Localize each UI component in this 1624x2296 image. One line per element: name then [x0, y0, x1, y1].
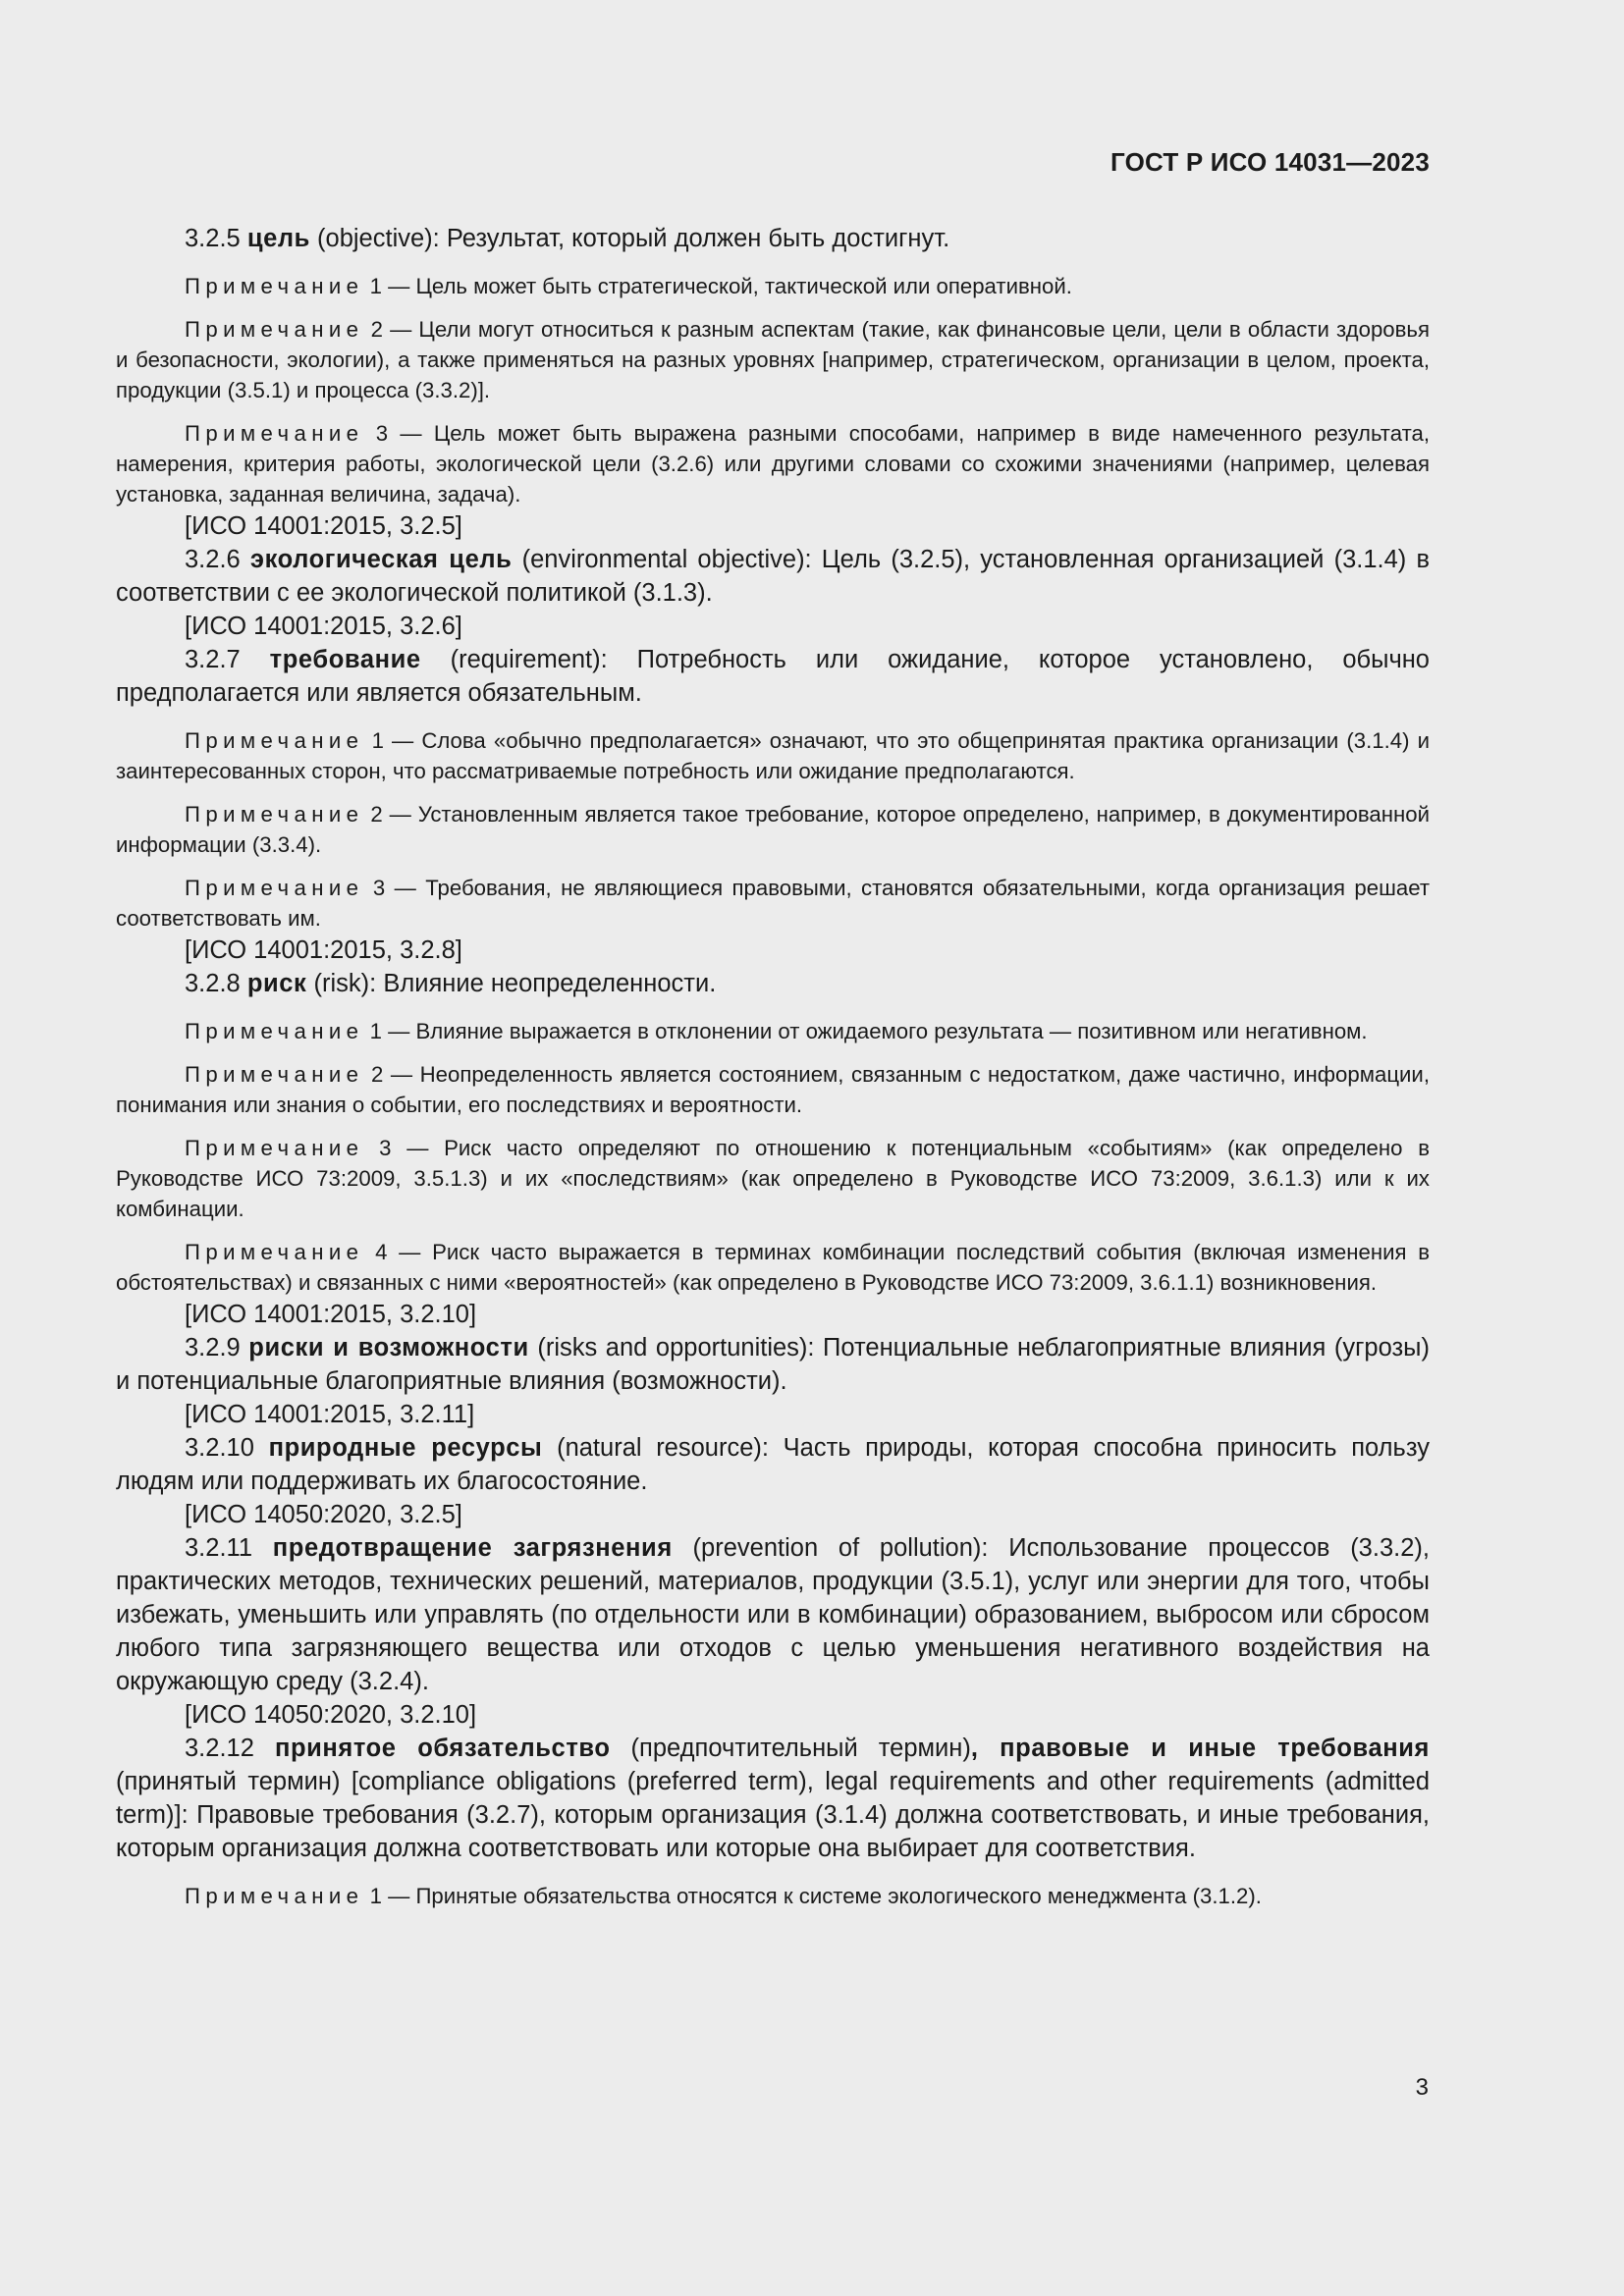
note-label: Примечание	[185, 728, 364, 753]
note-item: Примечание 1 — Принятые обязательства относятся к системе экологического менеджмента (3.1.2).	[185, 1884, 1262, 1908]
note-item: Примечание 3 — Цель может быть выражена разными способами, например в виде намеченного результата, намерения, критерия работы, экологической цели (3.2.6) или другими словами со схожими значениями (например, целевая установка, заданная величина, задача).	[116, 421, 1430, 507]
note-item: Примечание 1 — Влияние выражается в отклонении от ожидаемого результата — позитивном или негативном.	[185, 1019, 1368, 1043]
note-label: Примечание	[185, 1136, 364, 1160]
term-name: принятое обязательство	[274, 1735, 611, 1762]
note-item: Примечание 2 — Неопределенность является состоянием, связанным с недостатком, даже частично, информации, понимания или знания о событии, его последствиях и вероятности.	[116, 1062, 1430, 1117]
source-reference: [ИСО 14050:2020, 3.2.5]	[185, 1501, 462, 1528]
source-reference: [ИСО 14001:2015, 3.2.8]	[185, 936, 462, 964]
source-reference: [ИСО 14001:2015, 3.2.10]	[185, 1301, 477, 1328]
note-label: Примечание	[185, 421, 364, 446]
term-entry-3-2-5: 3.2.5 цель (objective): Результат, который должен быть достигнут.	[185, 225, 950, 252]
note-label: Примечание	[185, 1019, 364, 1043]
term-entry-3-2-11: 3.2.11 предотвращение загрязнения (prevention of pollution): Использование процессов (3.3.2), практических методов, технических решений, материалов, продукции (3.5.1), услуг или энергии для того, чтобы избежать, уменьшить или управлять (по отдельности или в комбинации) образованием, выбросом или сбросом любого типа загрязняющего вещества или отходов с целью уменьшения негативного воздействия на окружающую среду (3.2.4).	[116, 1534, 1430, 1695]
note-label: Примечание	[185, 1240, 364, 1264]
document-header-id: ГОСТ Р ИСО 14031—2023	[1110, 147, 1430, 177]
source-reference: [ИСО 14001:2015, 3.2.11]	[185, 1401, 475, 1428]
term-name: риск	[246, 970, 307, 997]
note-label: Примечание	[185, 876, 364, 900]
note-item: Примечание 1 — Цель может быть стратегической, тактической или оперативной.	[185, 274, 1072, 298]
note-item: Примечание 3 — Риск часто определяют по отношению к потенциальным «событиям» (как определено в Руководстве ИСО 73:2009, 3.5.1.3) и их «последствиям» (как определено в Руководстве ИСО 73:2009, 3.6.1.3) или к их комбинации.	[116, 1136, 1430, 1221]
term-entry-3-2-8: 3.2.8 риск (risk): Влияние неопределенности.	[185, 970, 717, 997]
term-entry-3-2-7: 3.2.7 требование (requirement): Потребность или ожидание, которое установлено, обычно предполагается или является обязательным.	[116, 646, 1430, 707]
note-item: Примечание 2 — Цели могут относиться к разным аспектам (такие, как финансовые цели, цели в области здоровья и безопасности, экологии), а также применяться на разных уровнях [например, стратегическом, организации в целом, проекта, продукции (3.5.1) и процесса (3.3.2)].	[116, 317, 1430, 402]
note-label: Примечание	[185, 1884, 364, 1908]
note-label: Примечание	[185, 317, 364, 342]
term-entry-3-2-9: 3.2.9 риски и возможности (risks and opportunities): Потенциальные неблагоприятные влияния (угрозы) и потенциальные благоприятные влияния (возможности).	[116, 1334, 1430, 1395]
note-item: Примечание 2 — Установленным является такое требование, которое определено, например, в документированной информации (3.3.4).	[116, 802, 1430, 857]
source-reference: [ИСО 14050:2020, 3.2.10]	[185, 1701, 477, 1729]
term-name: экологическая цель	[249, 546, 513, 573]
term-name: риски и возможности	[248, 1334, 529, 1362]
term-name: предотвращение загрязнения	[272, 1534, 673, 1562]
note-item: Примечание 4 — Риск часто выражается в терминах комбинации последствий события (включая изменения в обстоятельствах) и связанных с ними «вероятностей» (как определено в Руководстве ИСО 73:2009, 3.6.1.1) возникновения.	[116, 1240, 1430, 1295]
document-body	[116, 222, 1430, 1911]
note-label: Примечание	[185, 274, 364, 298]
note-item: Примечание 1 — Слова «обычно предполагается» означают, что это общепринятая практика организации (3.1.4) и заинтересованных сторон, что рассматриваемые потребность или ожидание предполагаются.	[116, 728, 1430, 783]
note-label: Примечание	[185, 1062, 364, 1087]
term-entry-3-2-10: 3.2.10 природные ресурсы (natural resource): Часть природы, которая способна приносить пользу людям или поддерживать их благосостояние.	[116, 1434, 1430, 1495]
term-name: природные ресурсы	[268, 1434, 543, 1462]
term-name-admitted: , правовые и иные требования	[970, 1735, 1430, 1762]
term-name: требование	[269, 646, 421, 673]
page-number: 3	[1415, 2074, 1429, 2101]
source-reference: [ИСО 14001:2015, 3.2.5]	[185, 512, 462, 540]
note-item: Примечание 3 — Требования, не являющиеся правовыми, становятся обязательными, когда организация решает соответствовать им.	[116, 876, 1430, 931]
source-reference: [ИСО 14001:2015, 3.2.6]	[185, 613, 462, 640]
term-entry-3-2-6: 3.2.6 экологическая цель (environmental objective): Цель (3.2.5), установленная организацией (3.1.4) в соответствии с ее экологической политикой (3.1.3).	[116, 546, 1430, 607]
note-label: Примечание	[185, 802, 364, 827]
term-name: цель	[246, 225, 310, 252]
term-entry-3-2-12: 3.2.12 принятое обязательство (предпочтительный термин), правовые и иные требования (принятый термин) [compliance obligations (preferred term), legal requirements and other requirements (admitted term)]: Правовые требования (3.2.7), которым организация (3.1.4) должна соответствовать, и иные требования, которым организация должна соответствовать или которые она выбирает для соответствия.	[116, 1735, 1430, 1862]
